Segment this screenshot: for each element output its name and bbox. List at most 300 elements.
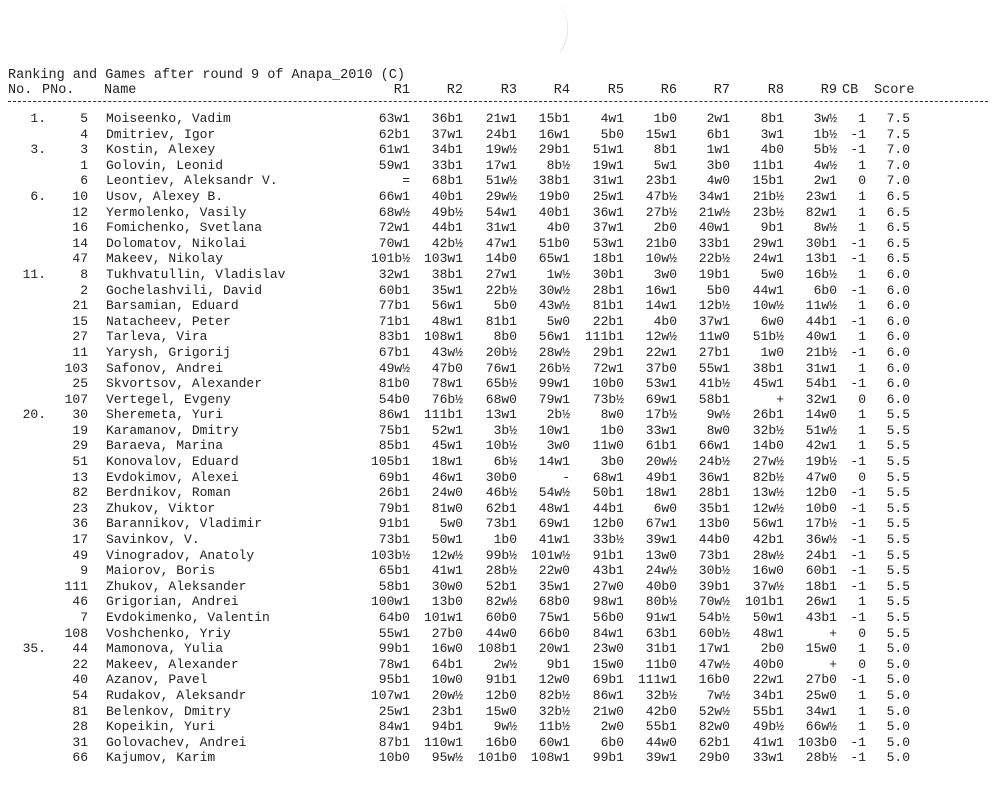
score-cell: 5.0 <box>886 734 910 750</box>
round-4-cell: 48w1 <box>538 500 570 516</box>
score-cell: 6.5 <box>886 188 910 204</box>
round-4-cell: 35w1 <box>538 578 570 594</box>
round-6-cell: 55b1 <box>645 719 677 735</box>
round-5-cell: 81b1 <box>592 298 624 314</box>
round-6-cell: 63b1 <box>645 625 677 641</box>
round-9-cell: 51w½ <box>805 422 837 438</box>
round-7-cell: 19b1 <box>698 266 730 282</box>
score-cell: 5.0 <box>886 750 910 766</box>
round-8-cell: 50w1 <box>752 610 784 625</box>
cb-cell: -1 <box>850 672 866 688</box>
round-8-cell: 82b½ <box>752 469 784 485</box>
round-6-cell: 80b½ <box>645 594 677 610</box>
round-3-cell: 81b1 <box>485 313 517 329</box>
round-1-cell: 65b1 <box>378 563 410 579</box>
round-6-cell: 3w0 <box>653 266 677 282</box>
round-7-cell: 70w½ <box>698 594 730 610</box>
round-5-cell: 99b1 <box>592 750 624 766</box>
round-3-cell: 8b0 <box>493 329 517 345</box>
round-3-cell: 21w1 <box>485 111 517 126</box>
table-row <box>8 283 998 299</box>
round-2-cell: 103w1 <box>423 251 463 267</box>
round-1-cell: 91b1 <box>378 516 410 532</box>
round-2-cell: 44b1 <box>431 220 463 236</box>
round-1-cell: 69b1 <box>378 469 410 485</box>
cb-cell: -1 <box>850 313 866 329</box>
round-2-cell: 111b1 <box>423 407 463 423</box>
cb-cell: -1 <box>850 610 866 625</box>
round-8-cell: 1w0 <box>760 344 784 360</box>
player-name-cell: Kostin, Alexey <box>106 142 216 158</box>
score-cell: 5.5 <box>886 454 910 470</box>
round-6-cell: 21b0 <box>645 235 677 251</box>
round-7-cell: 33b1 <box>698 235 730 251</box>
round-7-cell: 40w1 <box>698 220 730 236</box>
round-4-cell: 56w1 <box>538 329 570 345</box>
score-cell: 5.5 <box>886 500 910 516</box>
round-1-cell: 62b1 <box>378 126 410 142</box>
round-3-cell: 13w1 <box>485 407 517 423</box>
round-6-cell: 16w1 <box>645 282 677 298</box>
round-5-cell: 19w1 <box>592 157 624 173</box>
player-name-cell: Azanov, Pavel <box>106 672 208 688</box>
table-row <box>8 142 998 158</box>
player-name-cell: Fomichenko, Svetlana <box>106 220 263 236</box>
round-4-cell: 79w1 <box>538 391 570 407</box>
round-9-cell: 103b0 <box>797 734 837 750</box>
round-9-cell: 42w1 <box>805 438 837 454</box>
score-cell: 5.0 <box>886 719 910 735</box>
round-5-cell: 84w1 <box>592 625 624 641</box>
round-8-cell: 11b1 <box>752 157 784 173</box>
table-row <box>8 205 998 221</box>
round-1-cell: 72w1 <box>378 220 410 236</box>
cb-cell: -1 <box>850 532 866 548</box>
round-7-cell: 52w½ <box>698 703 730 719</box>
round-4-cell: 40b1 <box>538 204 570 220</box>
round-6-cell: 47b½ <box>645 188 677 204</box>
round-6-cell: 22w1 <box>645 344 677 360</box>
cb-cell: 1 <box>858 329 866 345</box>
rank-cell: 1. <box>30 111 46 126</box>
round-9-cell: 1b½ <box>813 126 837 142</box>
round-7-cell: 34w1 <box>698 188 730 204</box>
rank-cell: 35. <box>22 641 46 657</box>
round-7-cell: 28b1 <box>698 485 730 501</box>
player-number-cell: 108 <box>64 625 88 641</box>
round-8-cell: 37w½ <box>752 578 784 594</box>
player-name-cell: Karamanov, Dmitry <box>106 422 239 438</box>
rank-cell: 20. <box>22 407 46 423</box>
round-2-cell: 23b1 <box>431 703 463 719</box>
round-2-cell: 49b½ <box>431 204 463 220</box>
round-5-cell: 31w1 <box>592 173 624 189</box>
round-8-cell: 15b1 <box>752 173 784 189</box>
round-8-cell: 12w½ <box>752 500 784 516</box>
table-row <box>8 189 998 205</box>
table-row <box>8 641 998 657</box>
table-row <box>8 407 998 423</box>
round-3-cell: 16b0 <box>485 734 517 750</box>
score-cell: 5.0 <box>886 687 910 703</box>
round-6-cell: 32b½ <box>645 687 677 703</box>
player-number-cell: 49 <box>72 547 88 563</box>
player-name-cell: Dolomatov, Nikolai <box>106 235 247 251</box>
cb-cell: 1 <box>858 360 866 376</box>
round-5-cell: 44b1 <box>592 500 624 516</box>
header-name: Name <box>104 83 137 98</box>
round-8-cell: 101b1 <box>744 594 784 610</box>
round-8-cell: 24w1 <box>752 251 784 267</box>
round-7-cell: 9w½ <box>706 407 730 423</box>
round-8-cell: 22w1 <box>752 672 784 688</box>
round-7-cell: 8w0 <box>706 422 730 438</box>
cb-cell: -1 <box>850 282 866 298</box>
round-6-cell: 53w1 <box>645 376 677 392</box>
round-3-cell: 17w1 <box>485 157 517 173</box>
round-7-cell: 47w½ <box>698 656 730 672</box>
round-7-cell: 1w1 <box>706 142 730 158</box>
round-8-cell: 56w1 <box>752 516 784 532</box>
player-number-cell: 82 <box>72 485 88 501</box>
round-4-cell: 1w½ <box>546 266 570 282</box>
player-number-cell: 12 <box>72 204 88 220</box>
player-name-cell: Baraeva, Marina <box>106 438 224 454</box>
round-5-cell: 5b0 <box>600 126 624 142</box>
round-2-cell: 38b1 <box>431 266 463 282</box>
table-row <box>8 563 998 579</box>
player-name-cell: Kajumov, Karim <box>106 750 216 766</box>
round-2-cell: 24w0 <box>431 485 463 501</box>
round-5-cell: 29b1 <box>592 344 624 360</box>
player-name-cell: Grigorian, Andrei <box>106 594 239 610</box>
round-8-cell: 21b½ <box>752 188 784 204</box>
round-9-cell: 23w1 <box>805 188 837 204</box>
round-2-cell: 37w1 <box>431 126 463 142</box>
round-7-cell: 2w1 <box>706 111 730 126</box>
round-4-cell: 10w1 <box>538 422 570 438</box>
player-name-cell: Leontiev, Aleksandr V. <box>106 173 278 189</box>
round-4-cell: 51b0 <box>538 235 570 251</box>
round-1-cell: 32w1 <box>378 266 410 282</box>
round-8-cell: 6w0 <box>760 313 784 329</box>
round-2-cell: 50w1 <box>431 532 463 548</box>
round-5-cell: 68w1 <box>592 469 624 485</box>
table-row <box>8 438 998 454</box>
round-5-cell: 3b0 <box>600 454 624 470</box>
round-2-cell: 46w1 <box>431 469 463 485</box>
round-5-cell: 6b0 <box>600 734 624 750</box>
round-9-cell: 60b1 <box>805 563 837 579</box>
round-4-cell: 30w½ <box>538 282 570 298</box>
round-6-cell: 39w1 <box>645 750 677 766</box>
round-7-cell: 39b1 <box>698 578 730 594</box>
round-2-cell: 27b0 <box>431 625 463 641</box>
round-4-cell: 75w1 <box>538 610 570 625</box>
player-number-cell: 11 <box>72 344 88 360</box>
round-5-cell: 4w1 <box>600 111 624 126</box>
round-7-cell: 58b1 <box>698 391 730 407</box>
round-8-cell: 44w1 <box>752 282 784 298</box>
round-8-cell: 32b½ <box>752 422 784 438</box>
round-8-cell: 49b½ <box>752 719 784 735</box>
cb-cell: 1 <box>858 407 866 423</box>
round-9-cell: 5b½ <box>813 142 837 158</box>
player-name-cell: Belenkov, Dmitry <box>106 703 231 719</box>
score-cell: 5.5 <box>886 625 910 641</box>
round-4-cell: 54w½ <box>538 485 570 501</box>
round-9-cell: 12b0 <box>805 485 837 501</box>
round-5-cell: 12b0 <box>592 516 624 532</box>
header-r1: R1 <box>393 83 410 98</box>
round-7-cell: 54b½ <box>698 610 730 625</box>
round-3-cell: 22b½ <box>485 282 517 298</box>
cb-cell: 1 <box>858 438 866 454</box>
score-cell: 5.0 <box>886 641 910 657</box>
score-cell: 5.5 <box>886 422 910 438</box>
round-6-cell: 67w1 <box>645 516 677 532</box>
round-8-cell: 8b1 <box>760 111 784 126</box>
table-row <box>8 376 998 392</box>
player-number-cell: 21 <box>72 298 88 314</box>
score-cell: 6.0 <box>886 329 910 345</box>
score-cell: 5.5 <box>886 578 910 594</box>
player-name-cell: Safonov, Andrei <box>106 360 224 376</box>
table-row <box>8 548 998 564</box>
round-8-cell: 5w0 <box>760 266 784 282</box>
round-1-cell: 86w1 <box>378 407 410 423</box>
rank-cell: 11. <box>22 266 46 282</box>
cb-cell: 1 <box>858 157 866 173</box>
score-cell: 6.0 <box>886 344 910 360</box>
round-8-cell: 38b1 <box>752 360 784 376</box>
round-7-cell: 11w0 <box>698 329 730 345</box>
round-1-cell: 83b1 <box>378 329 410 345</box>
score-cell: 5.5 <box>886 485 910 501</box>
player-number-cell: 10 <box>72 188 88 204</box>
round-6-cell: 91w1 <box>645 610 677 625</box>
round-8-cell: 29w1 <box>752 235 784 251</box>
round-2-cell: 20w½ <box>431 687 463 703</box>
round-8-cell: + <box>776 391 784 407</box>
score-cell: 5.5 <box>886 469 910 485</box>
player-number-cell: 1 <box>80 157 88 173</box>
header-r6: R6 <box>660 83 677 98</box>
table-row <box>8 298 998 314</box>
header-r3: R3 <box>500 83 517 98</box>
round-5-cell: 22b1 <box>592 313 624 329</box>
player-number-cell: 66 <box>72 750 88 766</box>
rank-cell: 3. <box>30 142 46 158</box>
cb-cell: -1 <box>850 500 866 516</box>
round-4-cell: 16w1 <box>538 126 570 142</box>
round-1-cell: 63w1 <box>378 111 410 126</box>
round-6-cell: 23b1 <box>645 173 677 189</box>
round-6-cell: 44w0 <box>645 734 677 750</box>
round-5-cell: 69b1 <box>592 672 624 688</box>
round-4-cell: 32b½ <box>538 703 570 719</box>
round-3-cell: 60b0 <box>485 610 517 625</box>
cb-cell: 0 <box>858 625 866 641</box>
round-4-cell: 22w0 <box>538 563 570 579</box>
cb-cell: 1 <box>858 594 866 610</box>
ranking-table-body <box>8 111 998 766</box>
cb-cell: 1 <box>858 687 866 703</box>
round-8-cell: 51b½ <box>752 329 784 345</box>
round-7-cell: 21w½ <box>698 204 730 220</box>
cb-cell: 1 <box>858 220 866 236</box>
round-2-cell: 10w0 <box>431 672 463 688</box>
round-3-cell: 54w1 <box>485 204 517 220</box>
round-1-cell: 67b1 <box>378 344 410 360</box>
table-row <box>8 251 998 267</box>
round-7-cell: 24b½ <box>698 454 730 470</box>
round-3-cell: 29w½ <box>485 188 517 204</box>
round-8-cell: 14b0 <box>752 438 784 454</box>
round-9-cell: 19b½ <box>805 454 837 470</box>
round-2-cell: 94b1 <box>431 719 463 735</box>
table-row <box>8 594 998 610</box>
cb-cell: -1 <box>850 142 866 158</box>
round-1-cell: 26b1 <box>378 485 410 501</box>
round-6-cell: 33w1 <box>645 422 677 438</box>
round-3-cell: 47w1 <box>485 235 517 251</box>
round-3-cell: 68w0 <box>485 391 517 407</box>
round-7-cell: 44b0 <box>698 532 730 548</box>
round-6-cell: 11b0 <box>645 656 677 672</box>
round-9-cell: 18b1 <box>805 578 837 594</box>
cb-cell: -1 <box>850 344 866 360</box>
cb-cell: 1 <box>858 719 866 735</box>
round-6-cell: 61b1 <box>645 438 677 454</box>
round-8-cell: 10w½ <box>752 298 784 314</box>
round-8-cell: 26b1 <box>752 407 784 423</box>
player-name-cell: Kopeikin, Yuri <box>106 719 216 735</box>
table-row <box>8 501 998 517</box>
round-7-cell: 66w1 <box>698 438 730 454</box>
round-6-cell: 8b1 <box>653 142 677 158</box>
round-3-cell: 30b0 <box>485 469 517 485</box>
table-row <box>8 158 998 174</box>
round-1-cell: 84w1 <box>378 719 410 735</box>
round-2-cell: 64b1 <box>431 656 463 672</box>
round-9-cell: 27b0 <box>805 672 837 688</box>
score-cell: 5.5 <box>886 407 910 423</box>
player-name-cell: Moiseenko, Vadim <box>106 111 231 126</box>
header-pno: PNo. <box>42 83 75 98</box>
cb-cell: 1 <box>858 111 866 126</box>
round-4-cell: 9b1 <box>546 656 570 672</box>
round-9-cell: 25w0 <box>805 687 837 703</box>
round-7-cell: 36w1 <box>698 469 730 485</box>
round-3-cell: 15w0 <box>485 703 517 719</box>
table-row <box>8 657 998 673</box>
round-4-cell: 2b½ <box>546 407 570 423</box>
round-4-cell: 4b0 <box>546 220 570 236</box>
player-name-cell: Gochelashvili, David <box>106 282 263 298</box>
round-6-cell: 27b½ <box>645 204 677 220</box>
round-1-cell: 105b1 <box>370 454 410 470</box>
score-cell: 7.0 <box>886 142 910 158</box>
round-1-cell: 100w1 <box>370 594 410 610</box>
round-3-cell: 6b½ <box>493 454 517 470</box>
player-number-cell: 25 <box>72 376 88 392</box>
round-7-cell: 37w1 <box>698 313 730 329</box>
round-4-cell: 15b1 <box>538 111 570 126</box>
round-1-cell: 59w1 <box>378 157 410 173</box>
table-row <box>8 111 998 127</box>
cb-cell: 1 <box>858 266 866 282</box>
round-2-cell: 18w1 <box>431 454 463 470</box>
table-row <box>8 236 998 252</box>
table-row <box>8 532 998 548</box>
round-2-cell: 45w1 <box>431 438 463 454</box>
round-1-cell: 68w½ <box>378 204 410 220</box>
round-3-cell: 12b0 <box>485 687 517 703</box>
round-6-cell: 12w½ <box>645 329 677 345</box>
round-9-cell: 54b1 <box>805 376 837 392</box>
round-1-cell: 107w1 <box>370 687 410 703</box>
round-4-cell: 65w1 <box>538 251 570 267</box>
player-number-cell: 29 <box>72 438 88 454</box>
round-4-cell: 3w0 <box>546 438 570 454</box>
round-7-cell: 82w0 <box>698 719 730 735</box>
round-2-cell: 47b0 <box>431 360 463 376</box>
round-3-cell: 10b½ <box>485 438 517 454</box>
round-7-cell: 3b0 <box>706 157 730 173</box>
round-9-cell: 31w1 <box>805 360 837 376</box>
player-number-cell: 44 <box>72 641 88 657</box>
round-1-cell: 77b1 <box>378 298 410 314</box>
round-4-cell: 60w1 <box>538 734 570 750</box>
round-5-cell: 91b1 <box>592 547 624 563</box>
table-header <box>8 83 998 99</box>
player-number-cell: 2 <box>80 282 88 298</box>
cb-cell: -1 <box>850 376 866 392</box>
table-row <box>8 470 998 486</box>
round-5-cell: 11w0 <box>592 438 624 454</box>
round-7-cell: 41b½ <box>698 376 730 392</box>
round-6-cell: 69w1 <box>645 391 677 407</box>
round-4-cell: 108w1 <box>530 750 570 766</box>
cb-cell: -1 <box>850 251 866 267</box>
round-5-cell: 10b0 <box>592 376 624 392</box>
cb-cell: 0 <box>858 469 866 485</box>
player-number-cell: 28 <box>72 719 88 735</box>
player-name-cell: Maiorov, Boris <box>106 563 216 579</box>
round-6-cell: 42b0 <box>645 703 677 719</box>
round-2-cell: 95w½ <box>431 750 463 766</box>
round-1-cell: 79b1 <box>378 500 410 516</box>
round-9-cell: 26w1 <box>805 594 837 610</box>
round-6-cell: 39w1 <box>645 532 677 548</box>
round-3-cell: 52b1 <box>485 578 517 594</box>
round-8-cell: 27w½ <box>752 454 784 470</box>
round-4-cell: 14w1 <box>538 454 570 470</box>
round-8-cell: 33w1 <box>752 750 784 766</box>
round-8-cell: 16w0 <box>752 563 784 579</box>
round-5-cell: 21w0 <box>592 703 624 719</box>
round-4-cell: 28w½ <box>538 344 570 360</box>
round-4-cell: 12w0 <box>538 672 570 688</box>
player-number-cell: 22 <box>72 656 88 672</box>
round-3-cell: 5b0 <box>493 298 517 314</box>
player-number-cell: 27 <box>72 329 88 345</box>
round-9-cell: 16b½ <box>805 266 837 282</box>
score-cell: 6.0 <box>886 391 910 407</box>
round-8-cell: 55b1 <box>752 703 784 719</box>
player-name-cell: Usov, Alexey B. <box>106 188 224 204</box>
